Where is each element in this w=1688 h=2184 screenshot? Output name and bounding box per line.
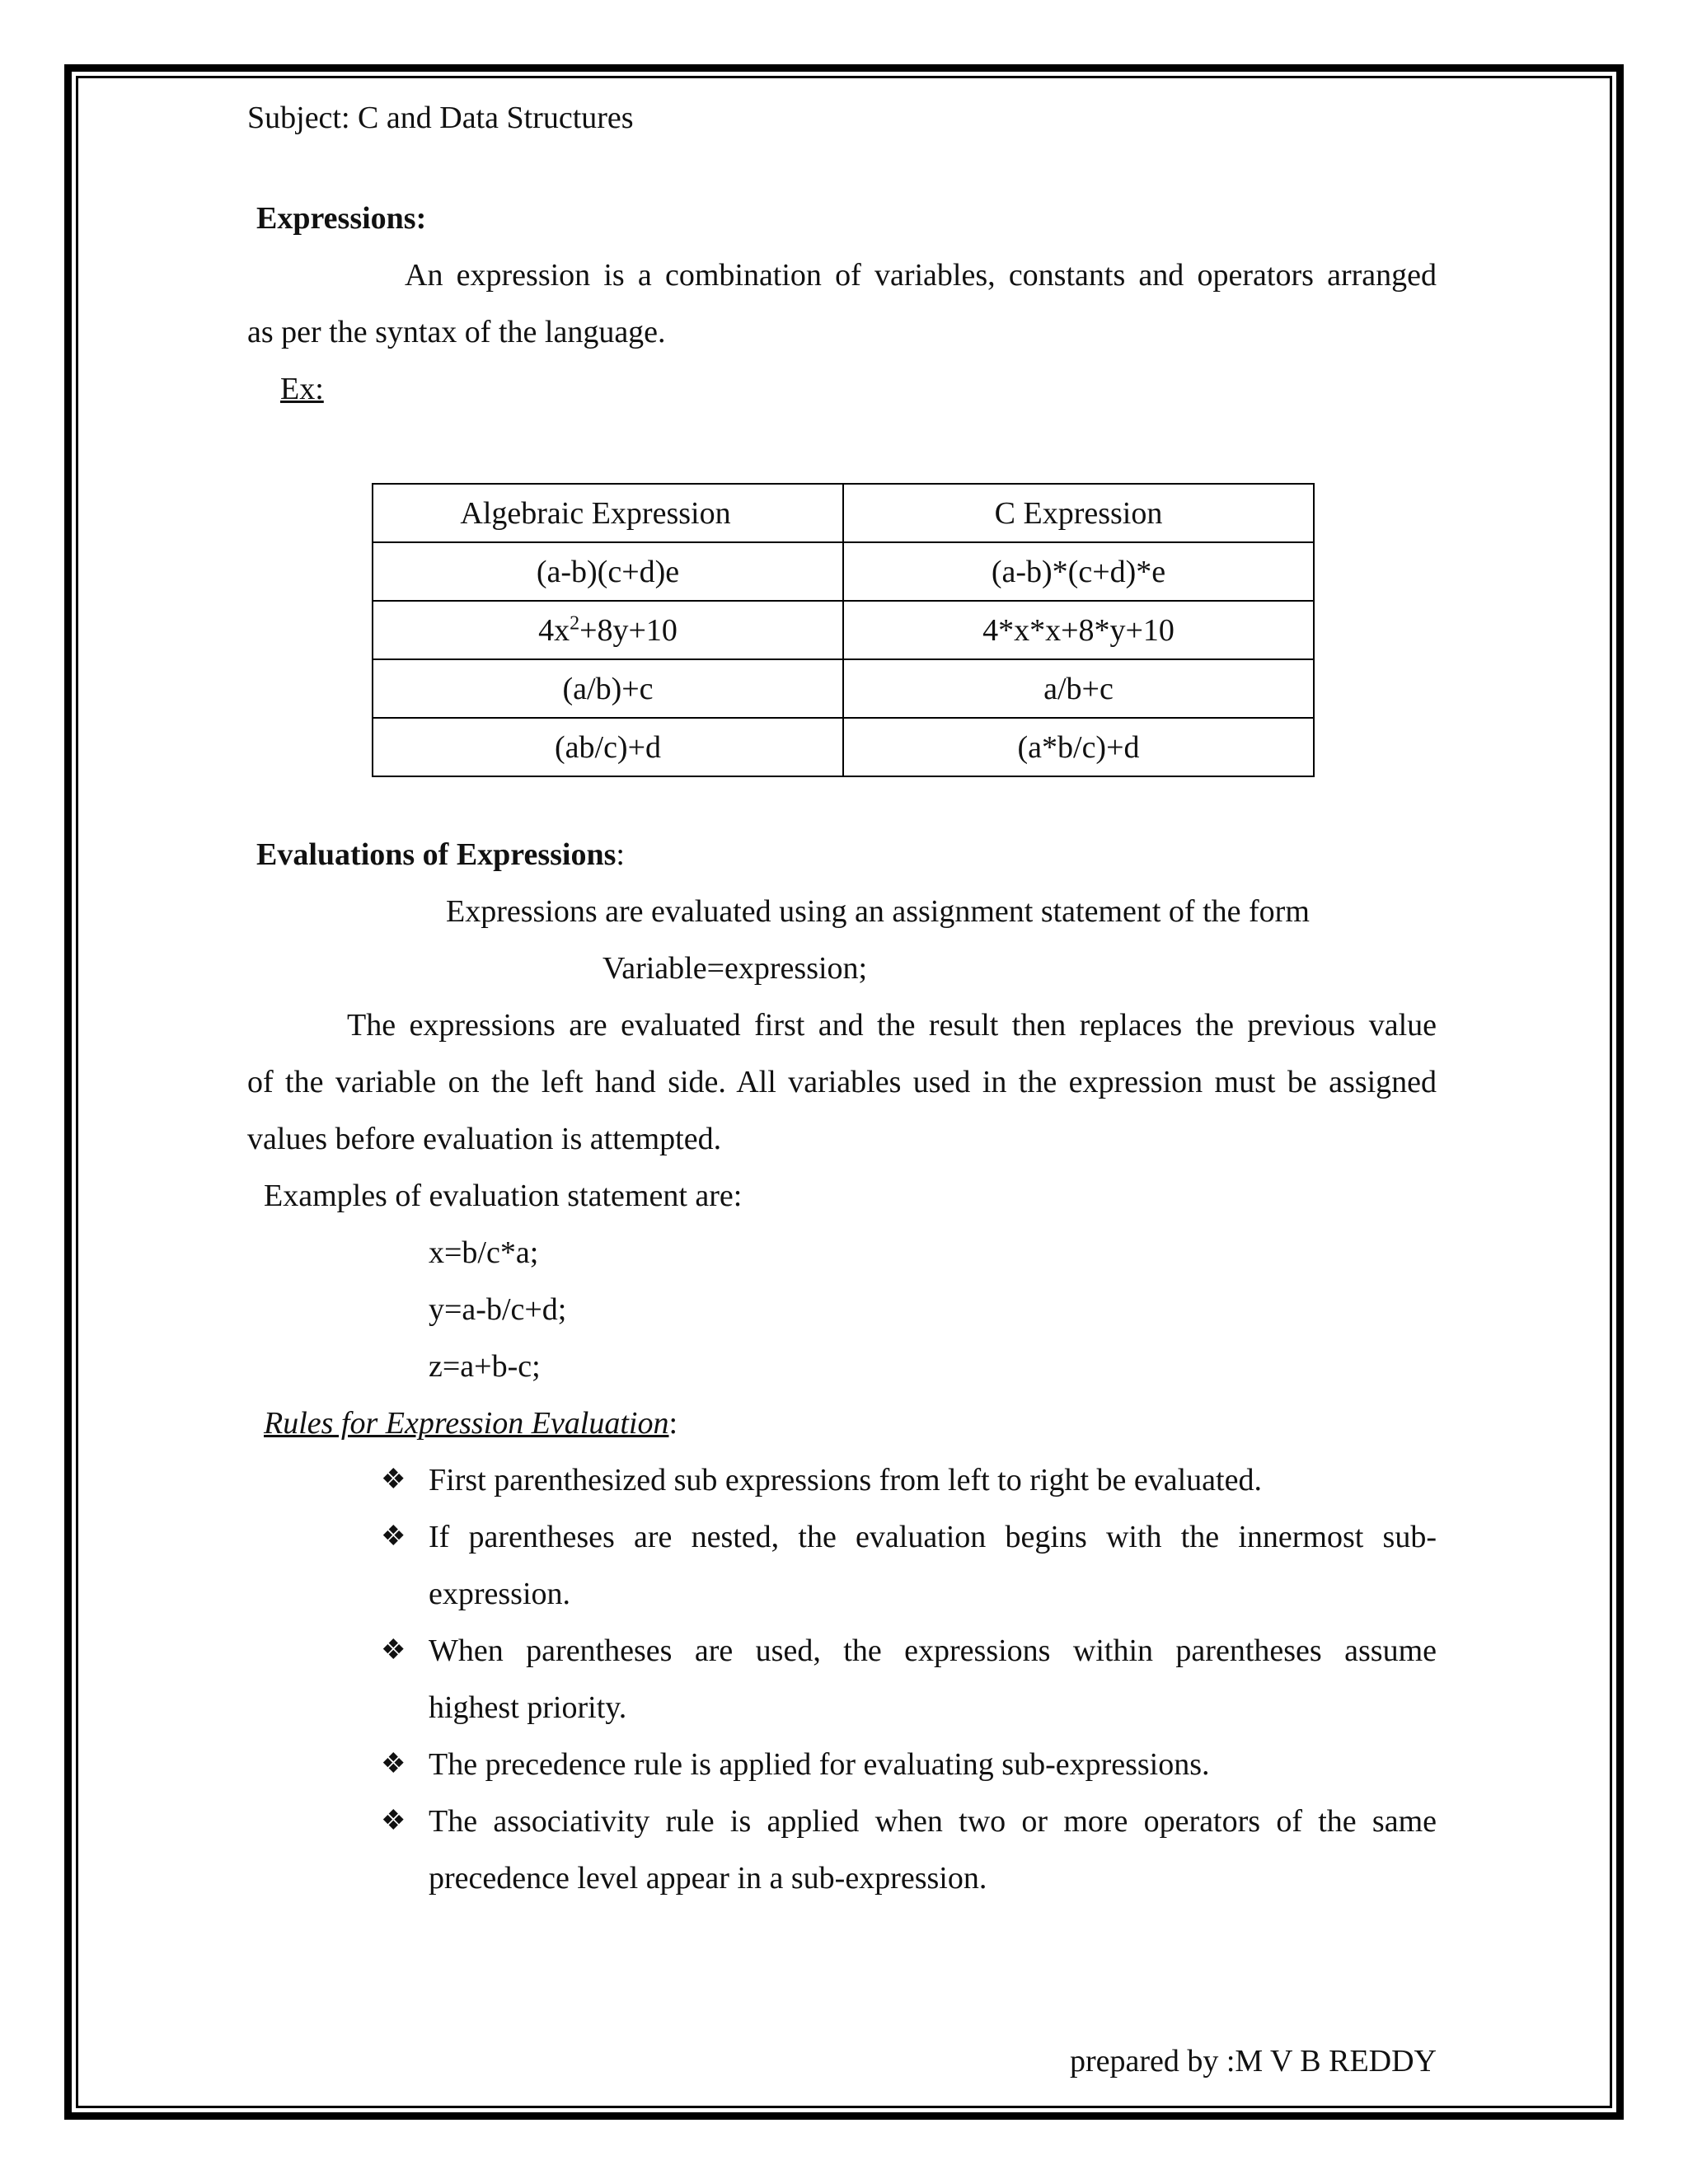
subject-line: Subject: C and Data Structures <box>247 101 634 135</box>
rule-item-2-line2: expression. <box>429 1577 571 1611</box>
ex-label: Ex: <box>280 372 324 406</box>
evaluations-line1: Expressions are evaluated using an assignment statement of the form <box>446 894 1310 929</box>
evaluations-para-line1: The expressions are evaluated first and the result then replaces the previous value <box>347 1008 1437 1043</box>
algebraic-cell: (a-b)(c+d)e <box>373 542 843 601</box>
diamond-bullet-icon: ❖ <box>381 1635 406 1666</box>
table-header-c: C Expression <box>843 484 1314 542</box>
expressions-para-line1: An expression is a combination of variables, constants and operators arranged <box>405 258 1437 293</box>
algebraic-cell: $4x^2+8y+10$ <box>373 601 843 659</box>
rule-item-1: First parenthesized sub expressions from left to right be evaluated. <box>429 1463 1262 1497</box>
evaluations-para-line2: of the variable on the left hand side. All variables used in the expression must be assigned <box>247 1065 1437 1099</box>
diamond-bullet-icon: ❖ <box>381 1749 406 1779</box>
rule-item-5-line1: The associativity rule is applied when two or more operators of the same <box>429 1804 1437 1839</box>
footer-author: prepared by :M V B REDDY <box>1069 2044 1437 2079</box>
table-row <box>373 718 1314 776</box>
table-header-row <box>373 484 1314 542</box>
c-cell: (a*b/c)+d <box>843 718 1314 776</box>
expression-table <box>372 483 1315 777</box>
c-cell: 4*x*x+8*y+10 <box>843 601 1314 659</box>
example-statement: y=a-b/c+d; <box>429 1292 567 1327</box>
rule-item-2-line1: If parentheses are nested, the evaluation begins with the innermost sub- <box>429 1520 1437 1554</box>
expressions-heading: Expressions: <box>256 201 427 236</box>
example-statement: x=b/c*a; <box>429 1235 539 1270</box>
c-cell: (a-b)*(c+d)*e <box>843 542 1314 601</box>
diamond-bullet-icon: ❖ <box>381 1465 406 1495</box>
table-header-algebraic: Algebraic Expression <box>373 484 843 542</box>
rule-item-3-line1: When parentheses are used, the expressions within parentheses assume <box>429 1633 1437 1668</box>
rule-item-3-line2: highest priority. <box>429 1690 627 1725</box>
evaluations-para-line3: values before evaluation is attempted. <box>247 1122 722 1156</box>
evaluations-heading: Evaluations of Expressions: <box>256 837 625 872</box>
table-row <box>373 542 1314 601</box>
rule-item-5-line2: precedence level appear in a sub-expression. <box>429 1861 987 1896</box>
table-row <box>373 601 1314 659</box>
example-statement: z=a+b-c; <box>429 1349 541 1384</box>
evaluations-line2: Variable=expression; <box>603 951 868 986</box>
c-cell: a/b+c <box>843 659 1314 718</box>
examples-intro: Examples of evaluation statement are: <box>264 1179 743 1213</box>
rules-heading: Rules for Expression Evaluation: <box>264 1406 678 1441</box>
expressions-para-line2: as per the syntax of the language. <box>247 315 666 349</box>
diamond-bullet-icon: ❖ <box>381 1521 406 1552</box>
algebraic-cell: (a/b)+c <box>373 659 843 718</box>
rule-item-4: The precedence rule is applied for evaluating sub-expressions. <box>429 1747 1210 1782</box>
algebraic-cell: (ab/c)+d <box>373 718 843 776</box>
table-row <box>373 659 1314 718</box>
diamond-bullet-icon: ❖ <box>381 1806 406 1836</box>
